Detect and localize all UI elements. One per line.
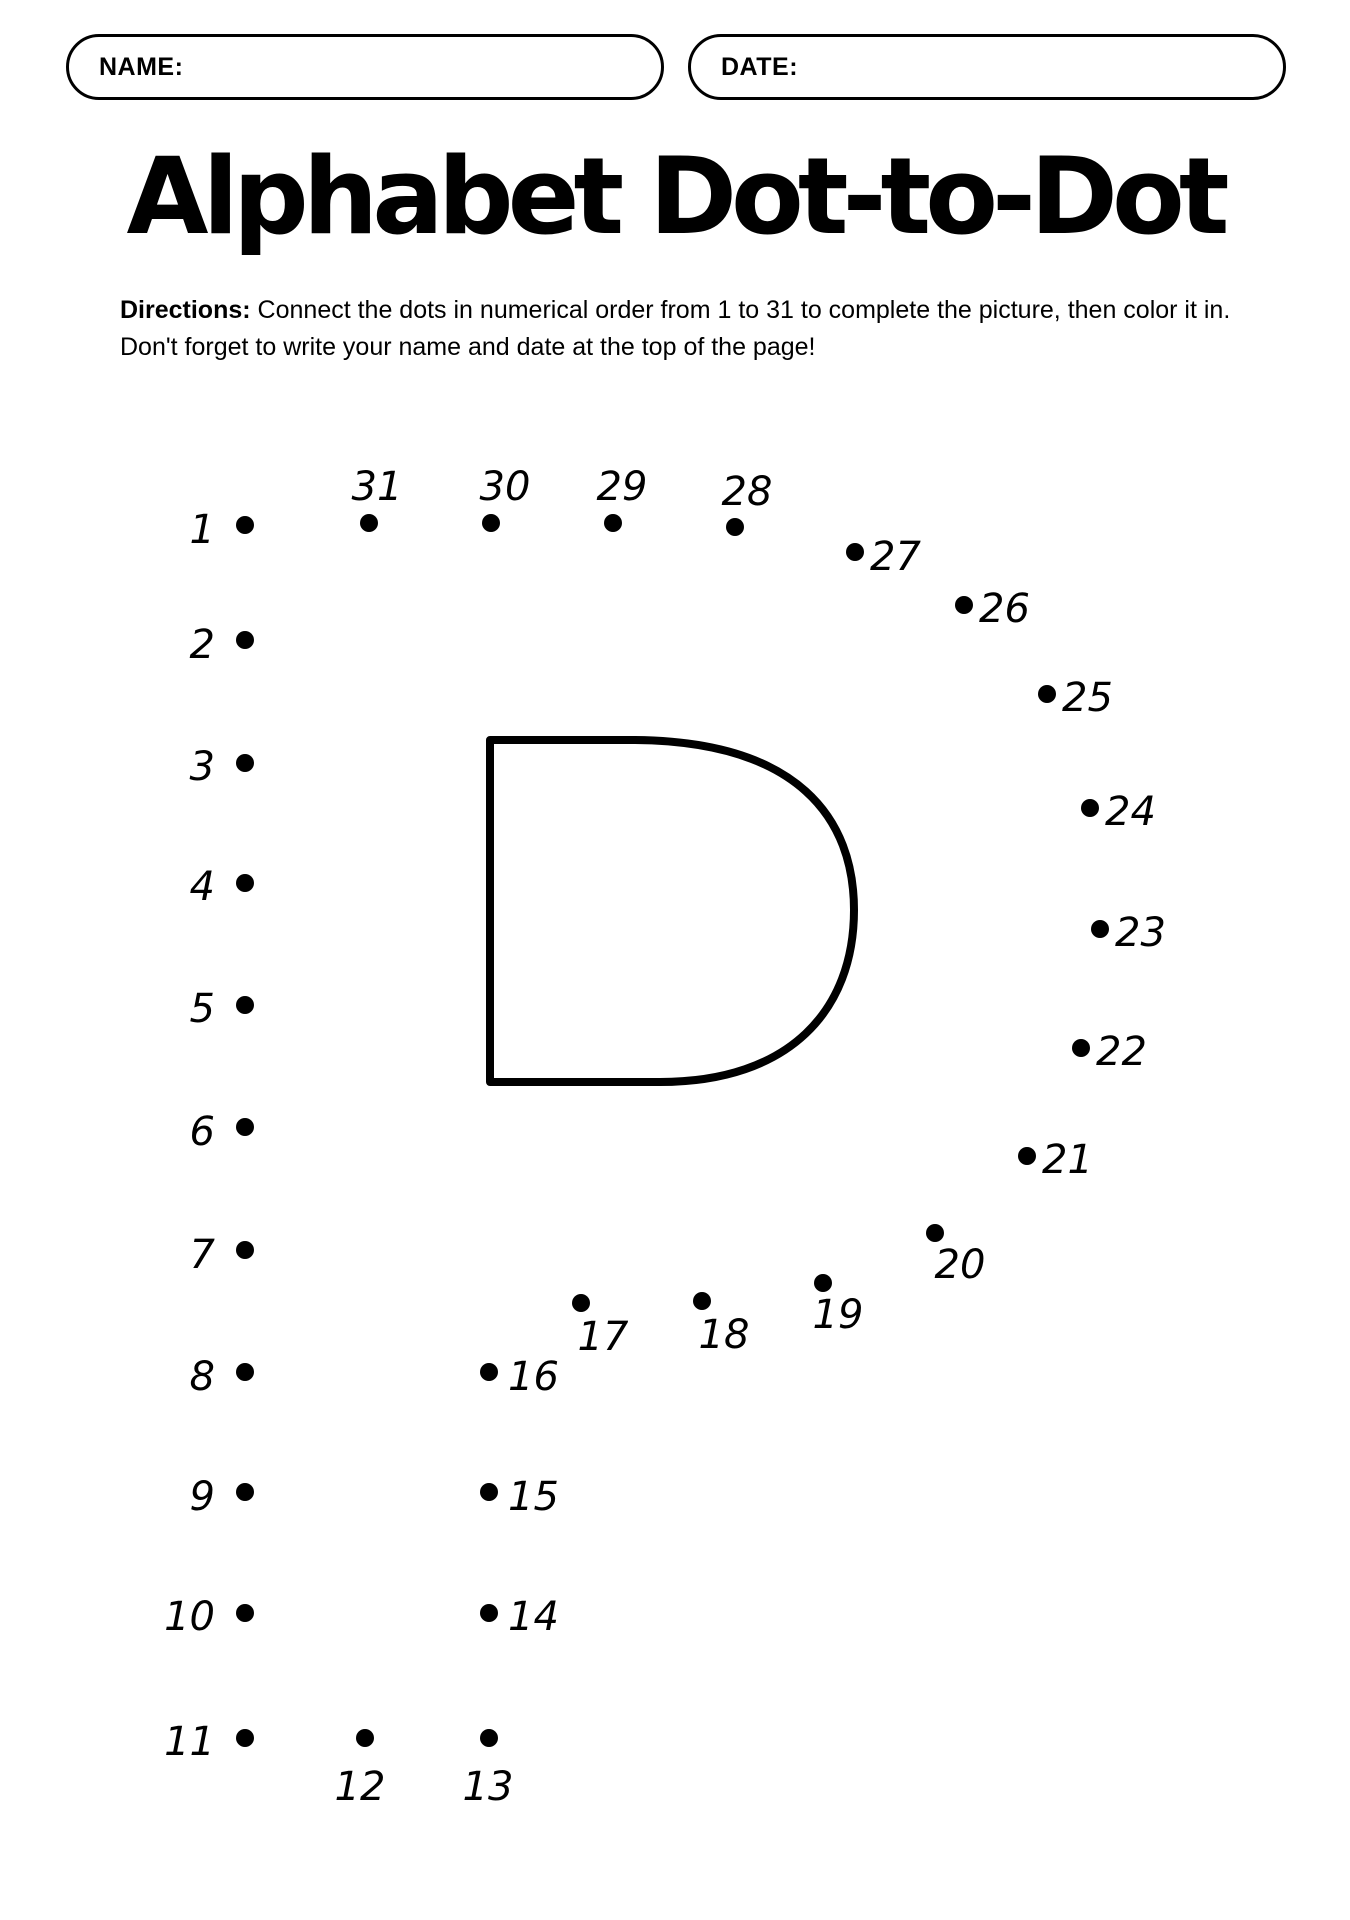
dot-marker (236, 631, 254, 649)
dot-18 (693, 1292, 749, 1358)
dot-12 (335, 1729, 386, 1810)
date-label: DATE: (721, 52, 799, 81)
dot-3 (190, 744, 254, 790)
dot-marker (236, 1604, 254, 1622)
dot-23 (1091, 910, 1166, 956)
dot-11 (164, 1719, 254, 1765)
dot-marker (480, 1729, 498, 1747)
dot-marker (482, 514, 500, 532)
dot-27 (846, 534, 921, 580)
dot-number: 15 (508, 1474, 559, 1520)
dot-number: 2 (189, 622, 215, 668)
dot-marker (236, 1241, 254, 1259)
dot-9 (190, 1474, 254, 1520)
dot-number: 13 (462, 1764, 514, 1810)
dot-number: 28 (721, 469, 773, 515)
dot-marker (1091, 920, 1109, 938)
dot-number: 7 (189, 1232, 215, 1278)
dot-number: 5 (189, 986, 215, 1032)
page-title: Alphabet Dot-to-Dot (126, 135, 1224, 258)
dot-number: 16 (508, 1354, 559, 1400)
dot-marker (236, 1729, 254, 1747)
dot-16 (480, 1354, 559, 1400)
dot-number: 25 (1062, 675, 1113, 721)
dot-marker (236, 996, 254, 1014)
dot-number: 8 (189, 1354, 215, 1400)
dot-number: 18 (698, 1312, 750, 1358)
dot-20 (926, 1224, 985, 1288)
directions-label: Directions: (120, 296, 251, 324)
dot-marker (356, 1729, 374, 1747)
dot-marker (480, 1604, 498, 1622)
dot-marker (1072, 1039, 1090, 1057)
dot-31 (352, 464, 403, 532)
dot-14 (480, 1594, 559, 1640)
dot-marker (926, 1224, 944, 1242)
dot-number: 14 (508, 1594, 559, 1640)
dot-8 (190, 1354, 254, 1400)
dots-layer (164, 464, 1166, 1810)
dot-10 (164, 1594, 254, 1640)
dot-number: 1 (189, 507, 215, 553)
dot-number: 26 (979, 586, 1030, 632)
dot-number: 30 (479, 464, 531, 510)
dot-number: 23 (1115, 910, 1166, 956)
dot-22 (1072, 1029, 1147, 1075)
dot-marker (955, 596, 973, 614)
dot-29 (597, 464, 648, 532)
dot-marker (693, 1292, 711, 1310)
dot-number: 17 (577, 1314, 629, 1360)
dot-4 (190, 864, 254, 910)
dot-marker (360, 514, 378, 532)
dot-25 (1038, 675, 1113, 721)
dot-24 (1081, 789, 1156, 835)
dot-marker (236, 1363, 254, 1381)
directions-line-2: Don't forget to write your name and date at the top of the page! (120, 333, 816, 361)
dot-marker (572, 1294, 590, 1312)
dot-marker (604, 514, 622, 532)
dot-marker (236, 874, 254, 892)
dot-19 (813, 1274, 864, 1338)
dot-marker (846, 543, 864, 561)
dot-marker (236, 754, 254, 772)
dot-number: 27 (870, 534, 921, 580)
dot-number: 22 (1096, 1029, 1147, 1075)
dot-marker (236, 1118, 254, 1136)
dot-marker (814, 1274, 832, 1292)
dot-number: 11 (164, 1719, 215, 1765)
dot-21 (1018, 1137, 1093, 1183)
dot-number: 4 (189, 864, 215, 910)
dot-marker (480, 1363, 498, 1381)
dot-5 (190, 986, 254, 1032)
dot-26 (955, 586, 1030, 632)
dot-marker (1038, 685, 1056, 703)
dot-number: 29 (596, 464, 648, 510)
dot-number: 20 (934, 1242, 986, 1288)
dot-13 (463, 1729, 514, 1810)
dot-number: 10 (164, 1594, 215, 1640)
dot-marker (236, 1483, 254, 1501)
dot-marker (236, 516, 254, 534)
dot-15 (480, 1474, 559, 1520)
name-label: NAME: (99, 52, 184, 81)
dot-6 (190, 1109, 254, 1155)
dot-30 (480, 464, 531, 532)
dot-7 (190, 1232, 254, 1278)
dot-number: 21 (1042, 1137, 1093, 1183)
dot-number: 9 (189, 1474, 215, 1520)
dot-number: 31 (351, 464, 403, 510)
dot-number: 24 (1105, 789, 1156, 835)
directions-line-1: Connect the dots in numerical order from 1 to 31 to complete the picture, then color it in. (257, 296, 1231, 324)
dot-number: 12 (334, 1764, 386, 1810)
dot-number: 6 (189, 1109, 215, 1155)
dot-marker (480, 1483, 498, 1501)
dot-marker (726, 518, 744, 536)
dot-1 (190, 507, 254, 553)
dot-number: 3 (189, 744, 215, 790)
dot-17 (572, 1294, 629, 1360)
dot-2 (190, 622, 254, 668)
dot-number: 19 (812, 1292, 864, 1338)
dot-28 (722, 469, 773, 536)
dot-marker (1018, 1147, 1036, 1165)
dot-marker (1081, 799, 1099, 817)
letter-d-outline (490, 740, 854, 1082)
